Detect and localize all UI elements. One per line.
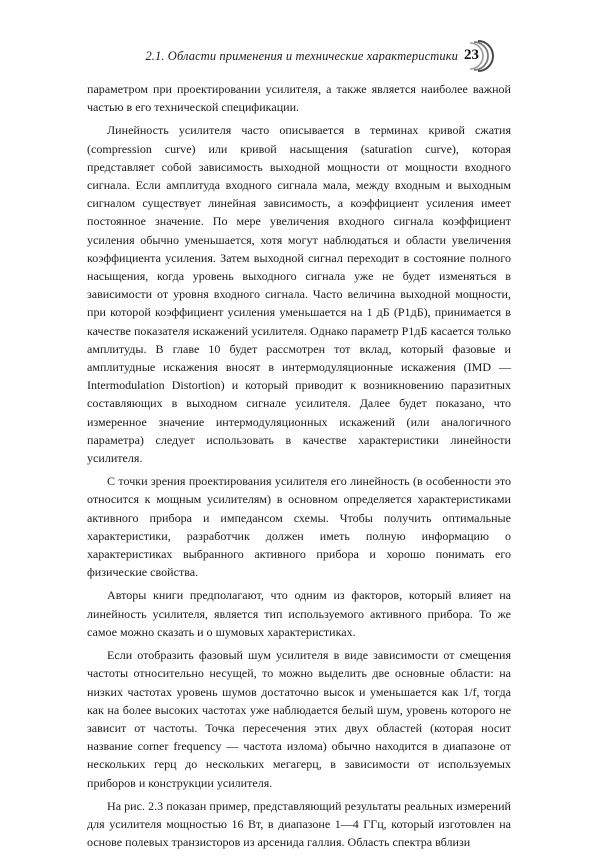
paragraph-4: Авторы книги предполагают, что одним из факторов, который влияет на линейность усилителя, является тип используемого активного прибора. То же самое можно сказать и о шумовых характеристиках.: [87, 588, 511, 639]
body-text: [87, 80, 511, 856]
paragraph-6: На рис. 2.3 показан пример, представляющий результаты реальных измерений для усилителя мощностью 16 Вт, в диапазоне 1—4 ГГц, который изготовлен на основе полевых транзисторов из арсенида галлия. Область спектра вблизи: [87, 798, 511, 850]
paragraph-3: С точки зрения проектирования усилителя его линейность (в особенности это относится к мощным усилителям) в основном определяется характеристиками активного прибора и импедансом схемы. Чтобы получить оптимальные характеристики, разработчик должен иметь полную информацию о характеристиках выбранного активного прибора и хорошо понимать его физические свойства.: [87, 474, 511, 580]
paragraph-1: параметром при проектировании усилителя, а также является наиболее важной частью в его технической спецификации.: [87, 82, 511, 115]
page-header: [0, 38, 600, 78]
paragraph-5: Если отобразить фазовый шум усилителя в виде зависимости от смещения частоты относительно несущей, то можно выделить две основные области: на низких частотах уровень шумов достаточно высок и уменьшается как 1/f, тогда как на более высоких частотах уже наблюдается белый шум, уровень которого не зависит от частоты. Точка пересечения этих двух областей (которая носит название corner frequency — частота излома) обычно находится в диапазоне от нескольких герц до нескольких мегагерц, в зависимости от используемых приборов и конструкции усилителя.: [87, 648, 511, 790]
running-header-title: 2.1. Области применения и технические характеристики: [145, 49, 458, 63]
page-number: 23: [464, 47, 479, 63]
paragraph-2: Линейность усилителя часто описывается в терминах кривой сжатия (compression curve) или кривой насыщения (saturation curve), которая представляет собой зависимость выходной мощности от мощности входного сигнала. Если амплитуда входного сигнала мала, между входным и выходным сигналом существует линейная зависимость, а коэффициент усиления имеет постоянное значение. По мере увеличения входного сигнала коэффициент усиления обычно уменьшается, хотя могут наблюдаться и области увеличения коэффициента усиления. Затем выходной сигнал переходит в состояние полного насыщения, когда уровень выходного сигнала уже не будет изменяться в зависимости от уровня входного сигнала. Часто величина выходной мощности, при которой коэффициент усиления уменьшается на 1 дБ (P1дБ), принимается в качестве показателя искажений усилителя. Однако параметр P1дБ касается только амплитуды. В главе 10 будет рассмотрен тот вклад, который фазовые и амплитудные искажения вносят в интермодуляционные искажения (IMD — Intermodulation Distortion) и который приводит к возникновению паразитных составляющих в выходном сигнале усилителя. Далее будет показано, что измеренное значение интермодуляционных искажений (или аналогичного параметра) следует использовать в качестве характеристики линейности усилителя.: [87, 123, 511, 466]
